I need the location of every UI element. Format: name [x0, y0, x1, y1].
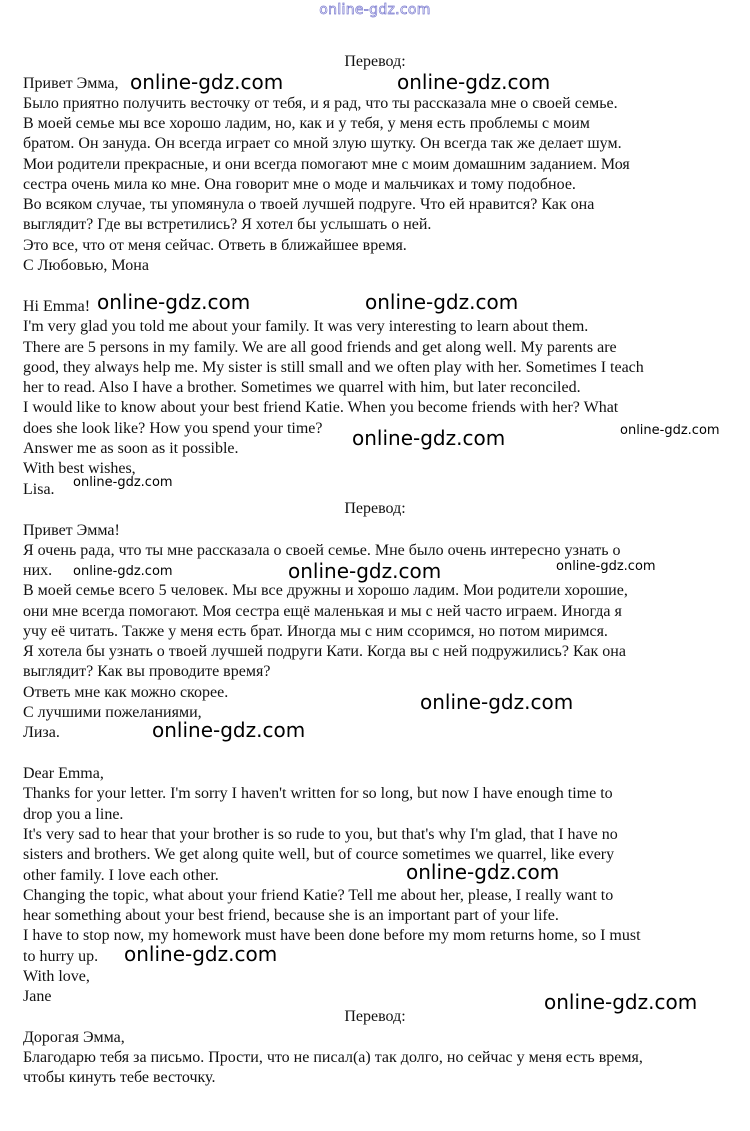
watermark: online-gdz.com: [620, 423, 720, 438]
section4-line: It's very sad to hear that your brother is so rude to you, but that's why I'm glad, that I have no: [23, 826, 618, 843]
section2-line: I'm very glad you told me about your family. It was very interesting to learn about them.: [23, 318, 589, 335]
section2-line: There are 5 persons in my family. We are all good friends and get along well. My parents are: [23, 339, 617, 356]
watermark: online-gdz.com: [130, 70, 284, 94]
section3-heading: Перевод:: [344, 500, 406, 517]
section3-line: Я очень рада, что ты мне рассказала о своей семье. Мне было очень интересно узнать о: [23, 542, 621, 559]
section2-line: Answer me as soon as it possible.: [23, 440, 239, 457]
watermark: online-gdz.com: [352, 426, 506, 450]
section3-line: Ответь мне как можно скорее.: [23, 684, 229, 701]
watermark: online-gdz.com: [73, 475, 173, 490]
section1-line: Привет Эмма,: [23, 75, 119, 92]
section3-line: выглядит? Как вы проводите время?: [23, 663, 271, 680]
section4-line: to hurry up.: [23, 948, 99, 965]
watermark: online-gdz.com: [420, 690, 574, 714]
section1-line: сестра очень мила ко мне. Она говорит мне о моде и мальчиках и тому подобное.: [23, 176, 576, 193]
section2-line: With best wishes,: [23, 460, 136, 477]
watermark: online-gdz.com: [124, 942, 278, 966]
section3-line: В моей семье всего 5 человек. Мы все дружны и хорошо ладим. Мои родители хорошие,: [23, 582, 628, 599]
section4-line: Thanks for your letter. I'm sorry I haven't written for so long, but now I have enough time to: [23, 785, 613, 802]
section1-line: С Любовью, Мона: [23, 257, 149, 274]
section3-line: Привет Эмма!: [23, 522, 120, 539]
section1-line: Мои родители прекрасные, и они всегда помогают мне с моим домашним заданием. Моя: [23, 156, 630, 173]
watermark: online-gdz.com: [365, 290, 519, 314]
section3-line: они мне всегда помогают. Моя сестра ещё маленькая и мы с ней часто играем. Иногда я: [23, 603, 622, 620]
watermark: online-gdz.com: [288, 559, 442, 583]
section4-line: I have to stop now, my homework must have been done before my mom returns home, so I must: [23, 927, 641, 944]
section2-line: Hi Emma!: [23, 298, 91, 315]
section3-line: Лиза.: [23, 724, 60, 741]
top-watermark: online-gdz.com: [319, 2, 431, 18]
watermark: online-gdz.com: [152, 718, 306, 742]
section2-line: Lisa.: [23, 481, 55, 498]
section1-line: выглядит? Где вы встретились? Я хотел бы услышать о ней.: [23, 216, 432, 233]
section4-line: drop you a line.: [23, 806, 124, 823]
section5-heading: Перевод:: [344, 1008, 406, 1025]
section3-line: С лучшими пожеланиями,: [23, 704, 202, 721]
watermark: online-gdz.com: [556, 559, 656, 574]
section1-line: В моей семье мы все хорошо ладим, но, как и у тебя, у меня есть проблемы с моим: [23, 115, 590, 132]
watermark: online-gdz.com: [406, 860, 560, 884]
section4-line: sisters and brothers. We get along quite well, but of cource sometimes we quarrel, like every: [23, 846, 615, 863]
section4-line: Jane: [23, 988, 52, 1005]
section4-line: Dear Emma,: [23, 765, 104, 782]
section4-line: Changing the topic, what about your friend Katie? Tell me about her, please, I really want to: [23, 887, 614, 904]
section1-line: братом. Он зануда. Он всегда играет со мной злую шутку. Он всегда так же делает шум.: [23, 135, 622, 152]
section2-line: does she look like? How you spend your time?: [23, 420, 323, 437]
section4-line: hear something about your best friend, because she is an important part of your life.: [23, 907, 559, 924]
section2-line: good, they always help me. My sister is still small and we often play with her. Sometimes I teach: [23, 359, 644, 376]
watermark: online-gdz.com: [544, 990, 698, 1014]
section1-line: Было приятно получить весточку от тебя, и я рад, что ты рассказала мне о своей семье.: [23, 95, 618, 112]
watermark: online-gdz.com: [397, 70, 551, 94]
section1-line: Во всяком случае, ты упомянула о твоей лучшей подруге. Что ей нравится? Как она: [23, 196, 595, 213]
section1-line: Это все, что от меня сейчас. Ответь в ближайшее время.: [23, 237, 407, 254]
section5-line: чтобы кинуть тебе весточку.: [23, 1069, 216, 1086]
watermark: online-gdz.com: [97, 290, 251, 314]
section2-line: her to read. Also I have a brother. Sometimes we quarrel with him, but later reconciled.: [23, 379, 581, 396]
watermark: online-gdz.com: [73, 564, 173, 579]
section3-line: Я хотела бы узнать о твоей лучшей подруги Кати. Когда вы с ней подружились? Как она: [23, 643, 626, 660]
section4-line: other family. I love each other.: [23, 867, 219, 884]
section5-line: Благодарю тебя за письмо. Прости, что не писал(а) так долго, но сейчас у меня есть время,: [23, 1049, 643, 1066]
section3-line: учу её читать. Также у меня есть брат. Иногда мы с ним ссоримся, но потом миримся.: [23, 623, 608, 640]
section3-line: них.: [23, 562, 53, 579]
section4-line: With love,: [23, 968, 90, 985]
section2-line: I would like to know about your best friend Katie. When you become friends with her? What: [23, 399, 619, 416]
section5-line: Дорогая Эмма,: [23, 1029, 125, 1046]
section1-heading: Перевод:: [344, 53, 406, 70]
